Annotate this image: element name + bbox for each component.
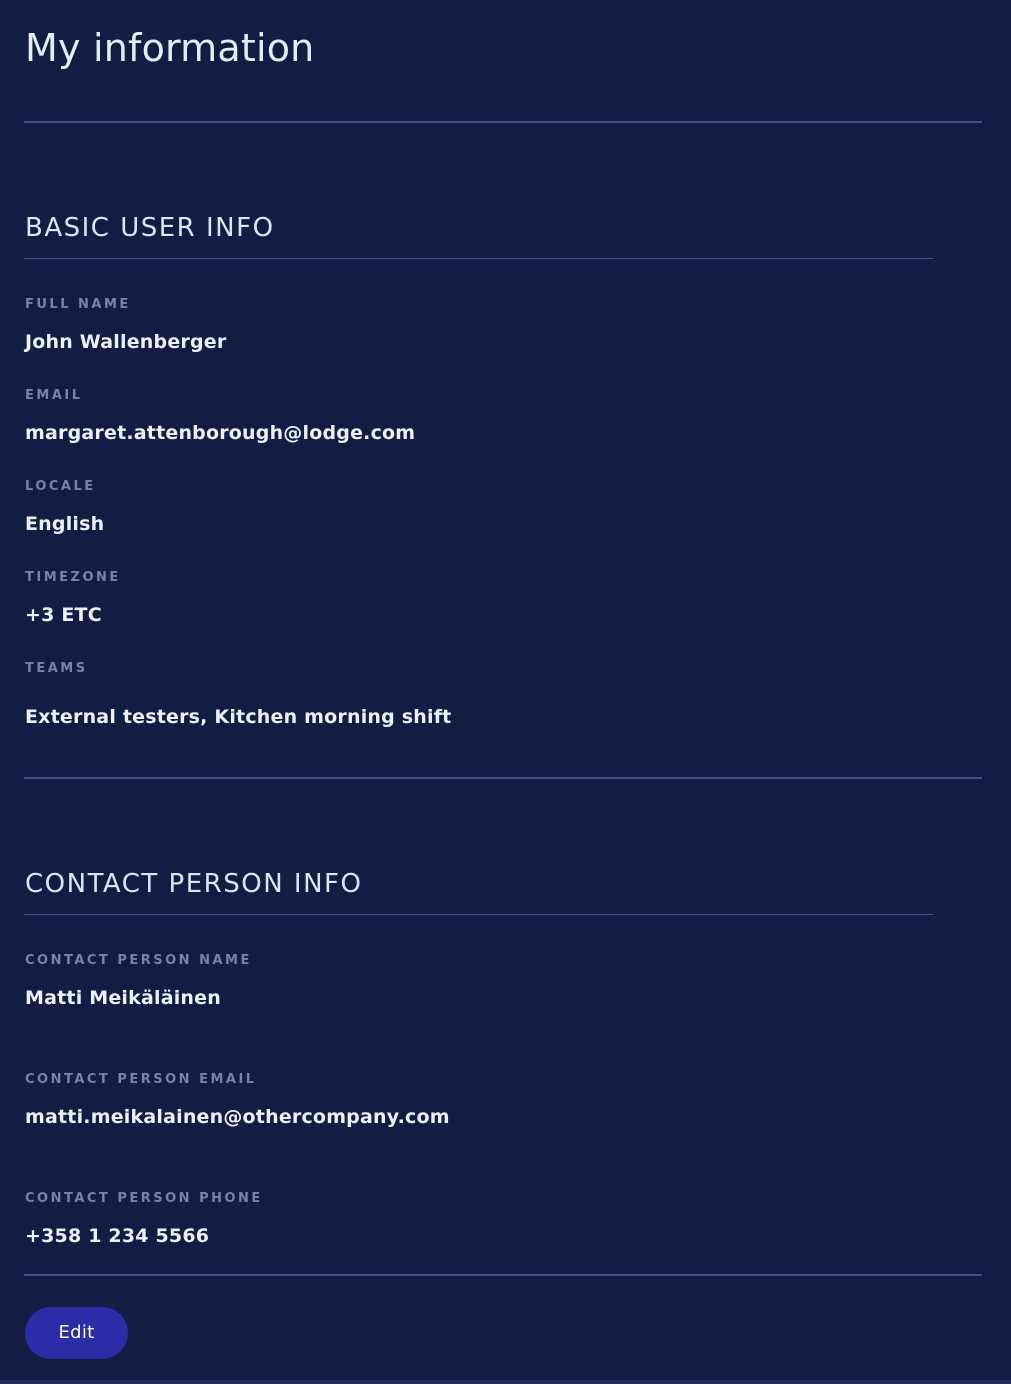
field-value-contact-email: matti.meikalainen@othercompany.com — [25, 1105, 450, 1128]
field-timezone — [25, 570, 1011, 627]
field-value-full-name: John Wallenberger — [25, 330, 227, 353]
field-value-email: margaret.attenborough@lodge.com — [25, 421, 416, 444]
section-heading-divider — [24, 914, 933, 915]
section-heading-divider — [24, 258, 933, 259]
field-locale — [25, 479, 1011, 536]
edit-button[interactable]: Edit — [25, 1307, 128, 1359]
field-contact-person-phone — [25, 1191, 1011, 1248]
basic-fields — [25, 297, 1011, 729]
field-label-email: EMAIL — [25, 387, 83, 403]
field-label-contact-phone: CONTACT PERSON PHONE — [25, 1190, 263, 1206]
field-label-teams: TEAMS — [25, 660, 88, 676]
section-heading-contact: CONTACT PERSON INFO — [25, 868, 363, 899]
field-value-contact-phone: +358 1 234 5566 — [25, 1224, 210, 1247]
section-divider — [24, 777, 982, 779]
field-label-locale: LOCALE — [25, 478, 96, 494]
section-contact-person-info — [0, 869, 1011, 1248]
field-email — [25, 388, 1011, 445]
field-value-locale: English — [25, 512, 105, 535]
section-basic-user-info — [0, 213, 1011, 729]
field-label-contact-email: CONTACT PERSON EMAIL — [25, 1071, 257, 1087]
field-contact-person-name — [25, 953, 1011, 1010]
actions-divider — [24, 1274, 982, 1276]
field-full-name — [25, 297, 1011, 354]
field-value-contact-name: Matti Meikäläinen — [25, 986, 221, 1009]
field-contact-person-email — [25, 1072, 1011, 1129]
page-title: My information — [25, 26, 315, 70]
field-value-timezone: +3 ETC — [25, 603, 102, 626]
field-label-timezone: TIMEZONE — [25, 569, 121, 585]
bottom-divider — [0, 1380, 1011, 1384]
field-teams — [25, 661, 1011, 729]
field-label-contact-name: CONTACT PERSON NAME — [25, 952, 252, 968]
section-heading-basic: BASIC USER INFO — [25, 212, 275, 243]
field-label-full-name: FULL NAME — [25, 296, 131, 312]
header-divider — [24, 121, 982, 123]
field-value-teams: External testers, Kitchen morning shift — [25, 705, 452, 728]
contact-fields — [25, 953, 1011, 1248]
